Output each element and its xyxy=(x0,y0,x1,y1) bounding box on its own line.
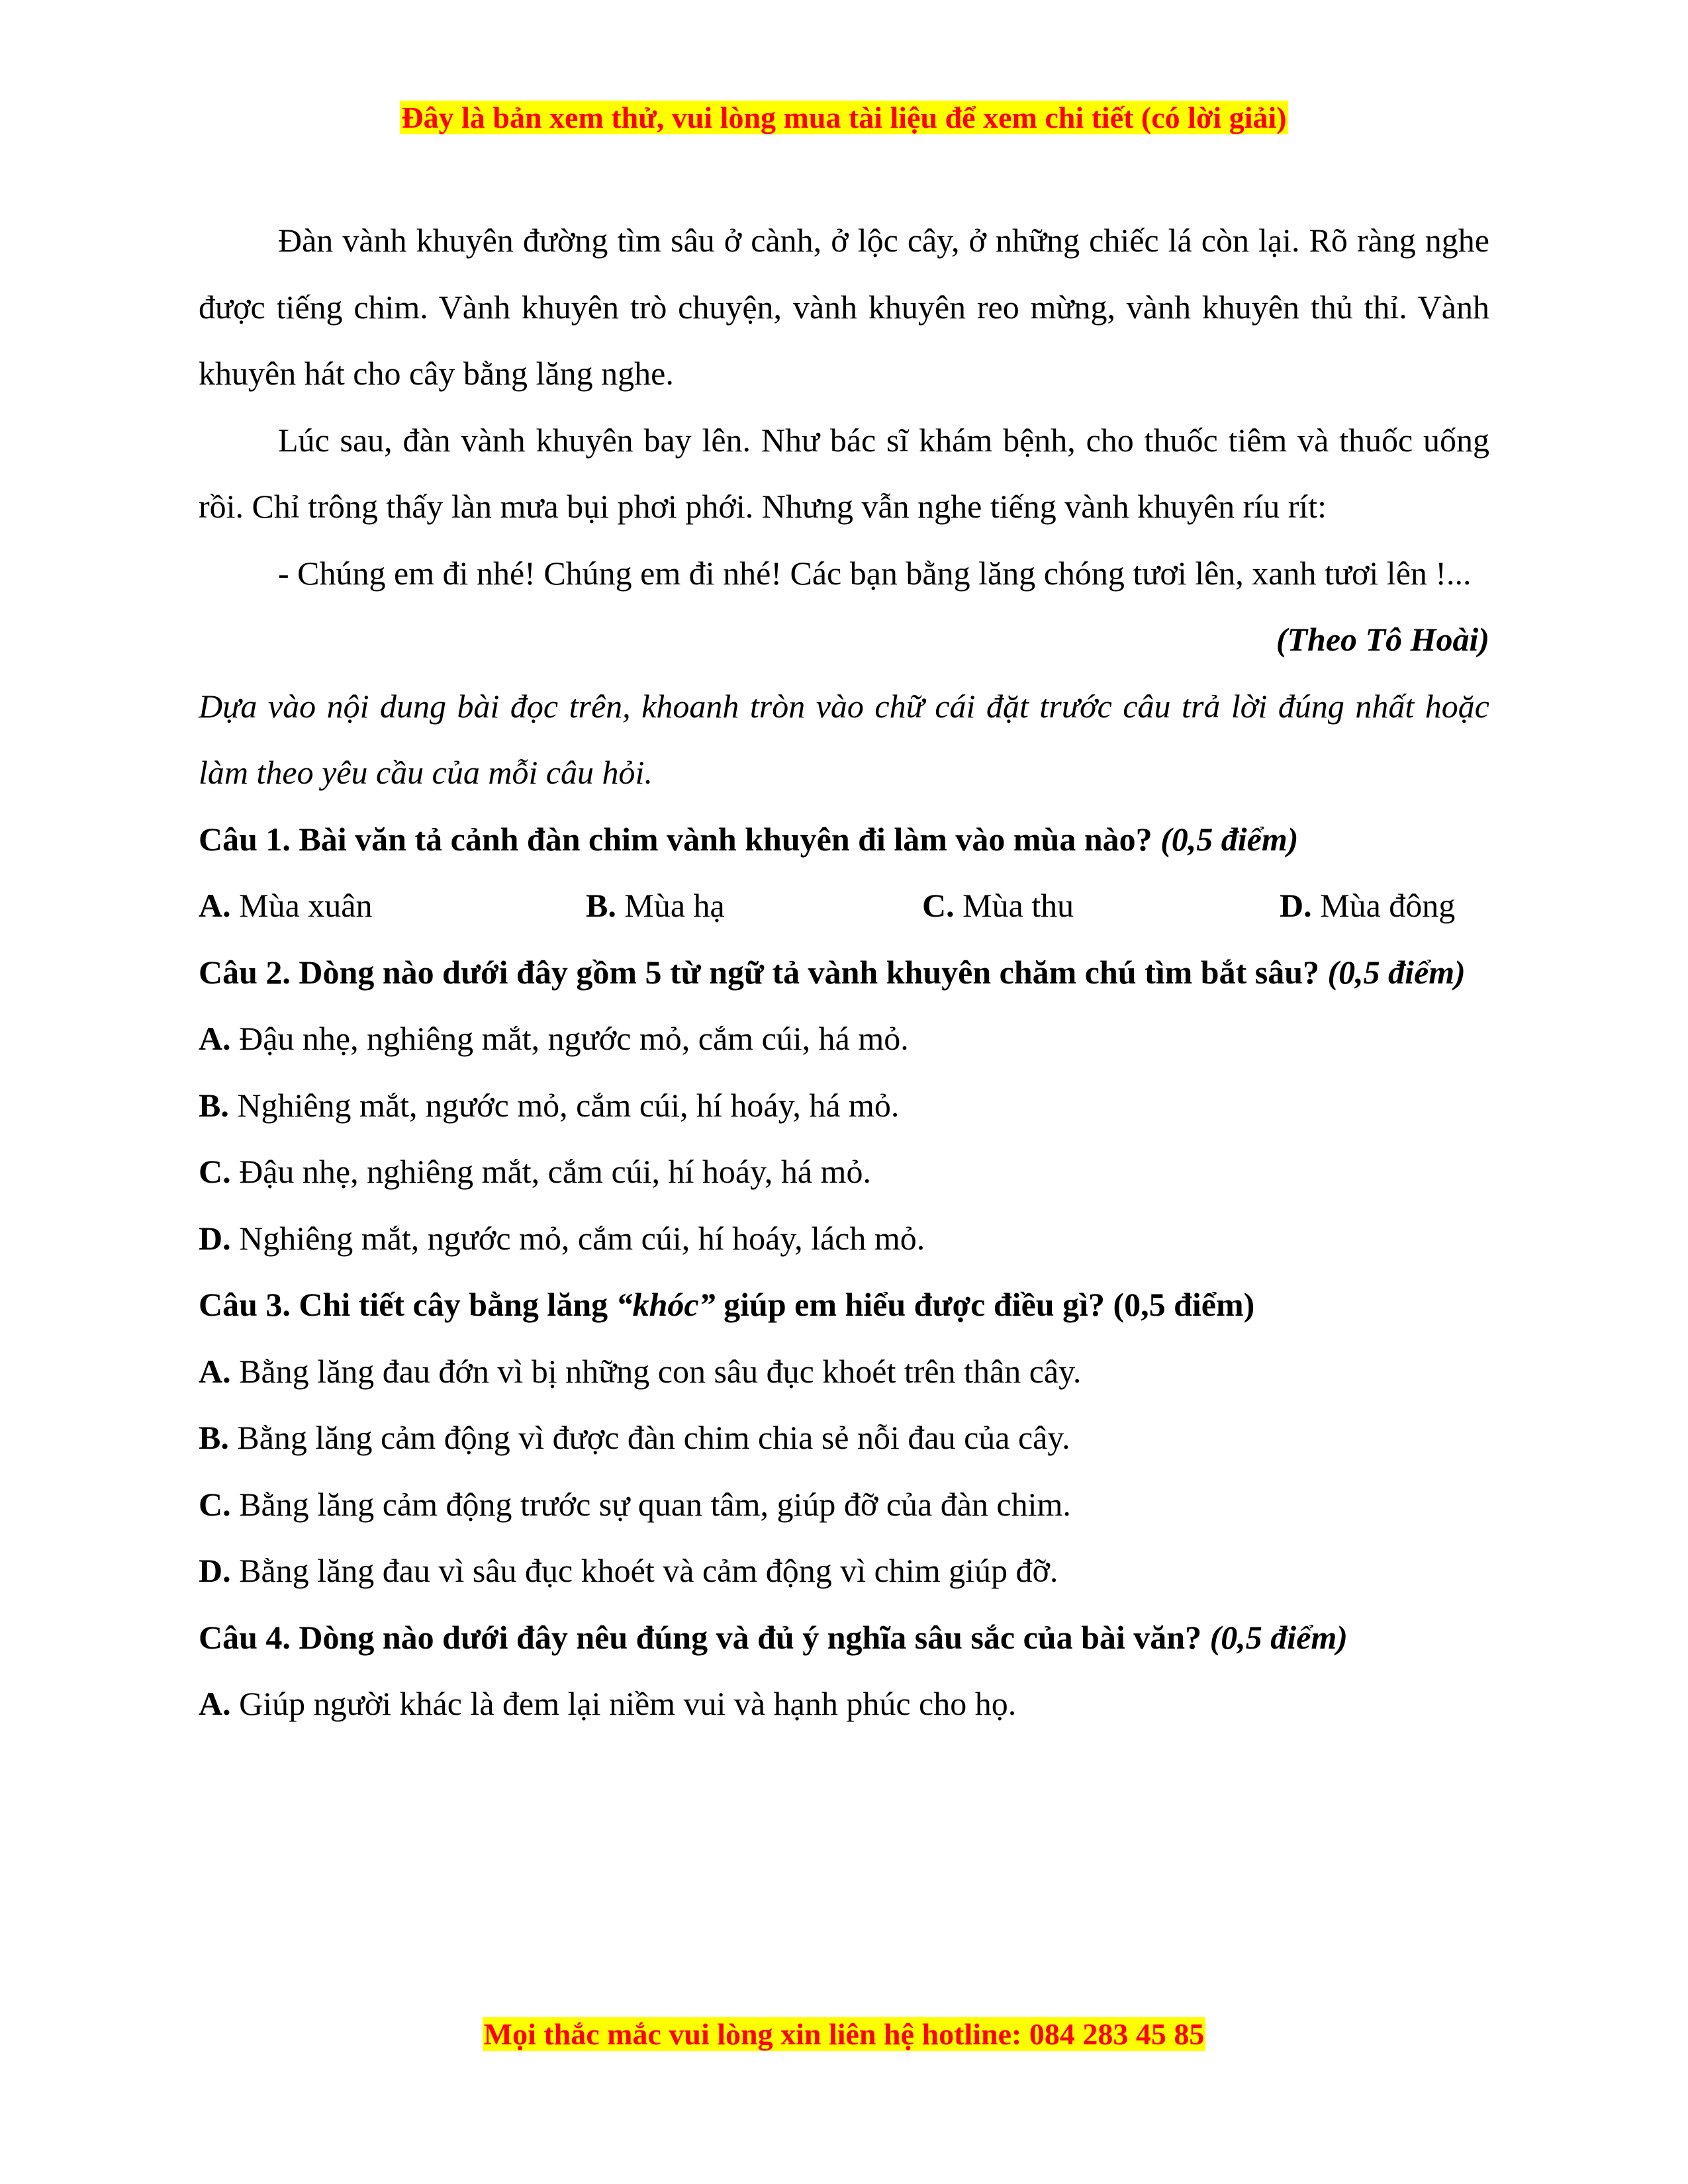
header-banner xyxy=(0,99,1688,136)
option-text: Đậu nhẹ, nghiêng mắt, ngước mỏ, cắm cúi, há mỏ. xyxy=(230,1020,909,1057)
option-letter: D. xyxy=(199,1552,231,1589)
footer-banner xyxy=(0,2016,1688,2053)
option-text: Nghiêng mắt, ngước mỏ, cắm cúi, hí hoáy, há mỏ. xyxy=(228,1086,900,1124)
option-text: Nghiêng mắt, ngước mỏ, cắm cúi, hí hoáy, lách mỏ. xyxy=(230,1219,925,1257)
question-4-points: (0,5 điểm) xyxy=(1209,1618,1348,1656)
question-2-label: Câu 2. xyxy=(199,953,291,991)
passage-paragraph-1: Đàn vành khuyên đường tìm sâu ở cành, ở lộc cây, ở những chiếc lá còn lại. Rõ ràng nghe được tiếng chim. Vành khuyên trò chuyện, vành khuyên reo mừng, vành khuyên thủ thỉ. Vành khuyên hát cho cây bằng lăng nghe. xyxy=(199,222,1489,392)
option-letter: A. xyxy=(199,887,231,924)
question-3-option-b[interactable] xyxy=(199,1404,1489,1471)
option-letter: C. xyxy=(199,1485,231,1523)
question-4-text: Dòng nào dưới đây nêu đúng và đủ ý nghĩa sâu sắc của bài văn? xyxy=(290,1618,1210,1656)
question-1-option-d[interactable] xyxy=(1280,872,1455,939)
question-1-option-b[interactable] xyxy=(586,872,922,939)
option-text: Bằng lăng đau vì sâu đục khoét và cảm động vì chim giúp đỡ. xyxy=(230,1552,1058,1589)
option-letter: B. xyxy=(199,1419,229,1456)
question-1-text: Bài văn tả cảnh đàn chim vành khuyên đi làm vào mùa nào? xyxy=(290,820,1161,858)
question-3-label: Câu 3. xyxy=(199,1286,291,1323)
footer-banner-text: Mọi thắc mắc vui lòng xin liên hệ hotline: 084 283 45 85 xyxy=(483,2017,1205,2051)
option-text: Bằng lăng cảm động vì được đàn chim chia sẻ nỗi đau của cây. xyxy=(228,1419,1070,1456)
passage-source: (Theo Tô Hoài) xyxy=(1276,621,1489,658)
option-text: Bằng lăng cảm động trước sự quan tâm, giúp đỡ của đàn chim. xyxy=(230,1485,1071,1523)
option-letter: D. xyxy=(199,1219,231,1257)
option-letter: B. xyxy=(199,1086,229,1124)
question-2-option-b[interactable] xyxy=(199,1072,1489,1139)
question-3-option-a[interactable] xyxy=(199,1338,1489,1405)
question-1-options xyxy=(199,872,1489,939)
option-letter: A. xyxy=(199,1020,231,1057)
question-2-option-d[interactable] xyxy=(199,1205,1489,1272)
passage-paragraph-2: Lúc sau, đàn vành khuyên bay lên. Như bác sĩ khám bệnh, cho thuốc tiêm và thuốc uống rồi. Chỉ trông thấy làn mưa bụi phơi phới. Nhưng vẫn nghe tiếng vành khuyên ríu rít: xyxy=(199,421,1489,525)
option-text: Mùa thu xyxy=(954,887,1074,924)
option-text: Bằng lăng đau đớn vì bị những con sâu đục khoét trên thân cây. xyxy=(230,1352,1082,1390)
question-3-option-d[interactable] xyxy=(199,1537,1489,1604)
question-1-option-c[interactable] xyxy=(922,872,1280,939)
question-1-label: Câu 1. xyxy=(199,820,291,858)
question-2 xyxy=(199,939,1489,1006)
question-2-option-a[interactable] xyxy=(199,1005,1489,1072)
option-text: Mùa xuân xyxy=(230,887,373,924)
header-banner-text: Đây là bản xem thử, vui lòng mua tài liệu để xem chi tiết (có lời giải) xyxy=(401,101,1287,134)
question-2-option-c[interactable] xyxy=(199,1138,1489,1205)
option-text: Mùa hạ xyxy=(616,887,725,924)
option-text: Đậu nhẹ, nghiêng mắt, cắm cúi, hí hoáy, há mỏ. xyxy=(230,1153,871,1190)
document-body xyxy=(199,207,1489,1737)
question-2-text: Dòng nào dưới đây gồm 5 từ ngữ tả vành khuyên chăm chú tìm bắt sâu? xyxy=(290,953,1328,991)
option-letter: A. xyxy=(199,1685,231,1722)
question-1 xyxy=(199,806,1489,873)
question-3-quoted-word: “khóc” xyxy=(616,1286,716,1323)
question-4-option-a[interactable] xyxy=(199,1670,1489,1737)
option-letter: A. xyxy=(199,1352,231,1390)
question-3-text-after: giúp em hiểu được điều gì? (0,5 điểm) xyxy=(715,1286,1255,1323)
option-letter: C. xyxy=(199,1153,231,1190)
option-letter: C. xyxy=(922,887,955,924)
question-4 xyxy=(199,1604,1489,1671)
instruction: Dựa vào nội dung bài đọc trên, khoanh tròn vào chữ cái đặt trước câu trả lời đúng nhất hoặc làm theo yêu cầu của mỗi câu hỏi. xyxy=(199,687,1489,791)
question-4-label: Câu 4. xyxy=(199,1618,291,1656)
question-1-points: (0,5 điểm) xyxy=(1160,820,1299,858)
option-text: Mùa đông xyxy=(1311,887,1456,924)
option-letter: B. xyxy=(586,887,616,924)
option-letter: D. xyxy=(1280,887,1312,924)
option-text: Giúp người khác là đem lại niềm vui và hạnh phúc cho họ. xyxy=(230,1685,1017,1722)
question-3 xyxy=(199,1271,1489,1338)
question-1-option-a[interactable] xyxy=(199,872,586,939)
question-3-option-c[interactable] xyxy=(199,1471,1489,1538)
question-2-points: (0,5 điểm) xyxy=(1327,953,1466,991)
passage-paragraph-3: - Chúng em đi nhé! Chúng em đi nhé! Các bạn bằng lăng chóng tươi lên, xanh tươi lên !... xyxy=(278,554,1472,592)
question-3-text-before: Chi tiết cây bằng lăng xyxy=(290,1286,616,1323)
